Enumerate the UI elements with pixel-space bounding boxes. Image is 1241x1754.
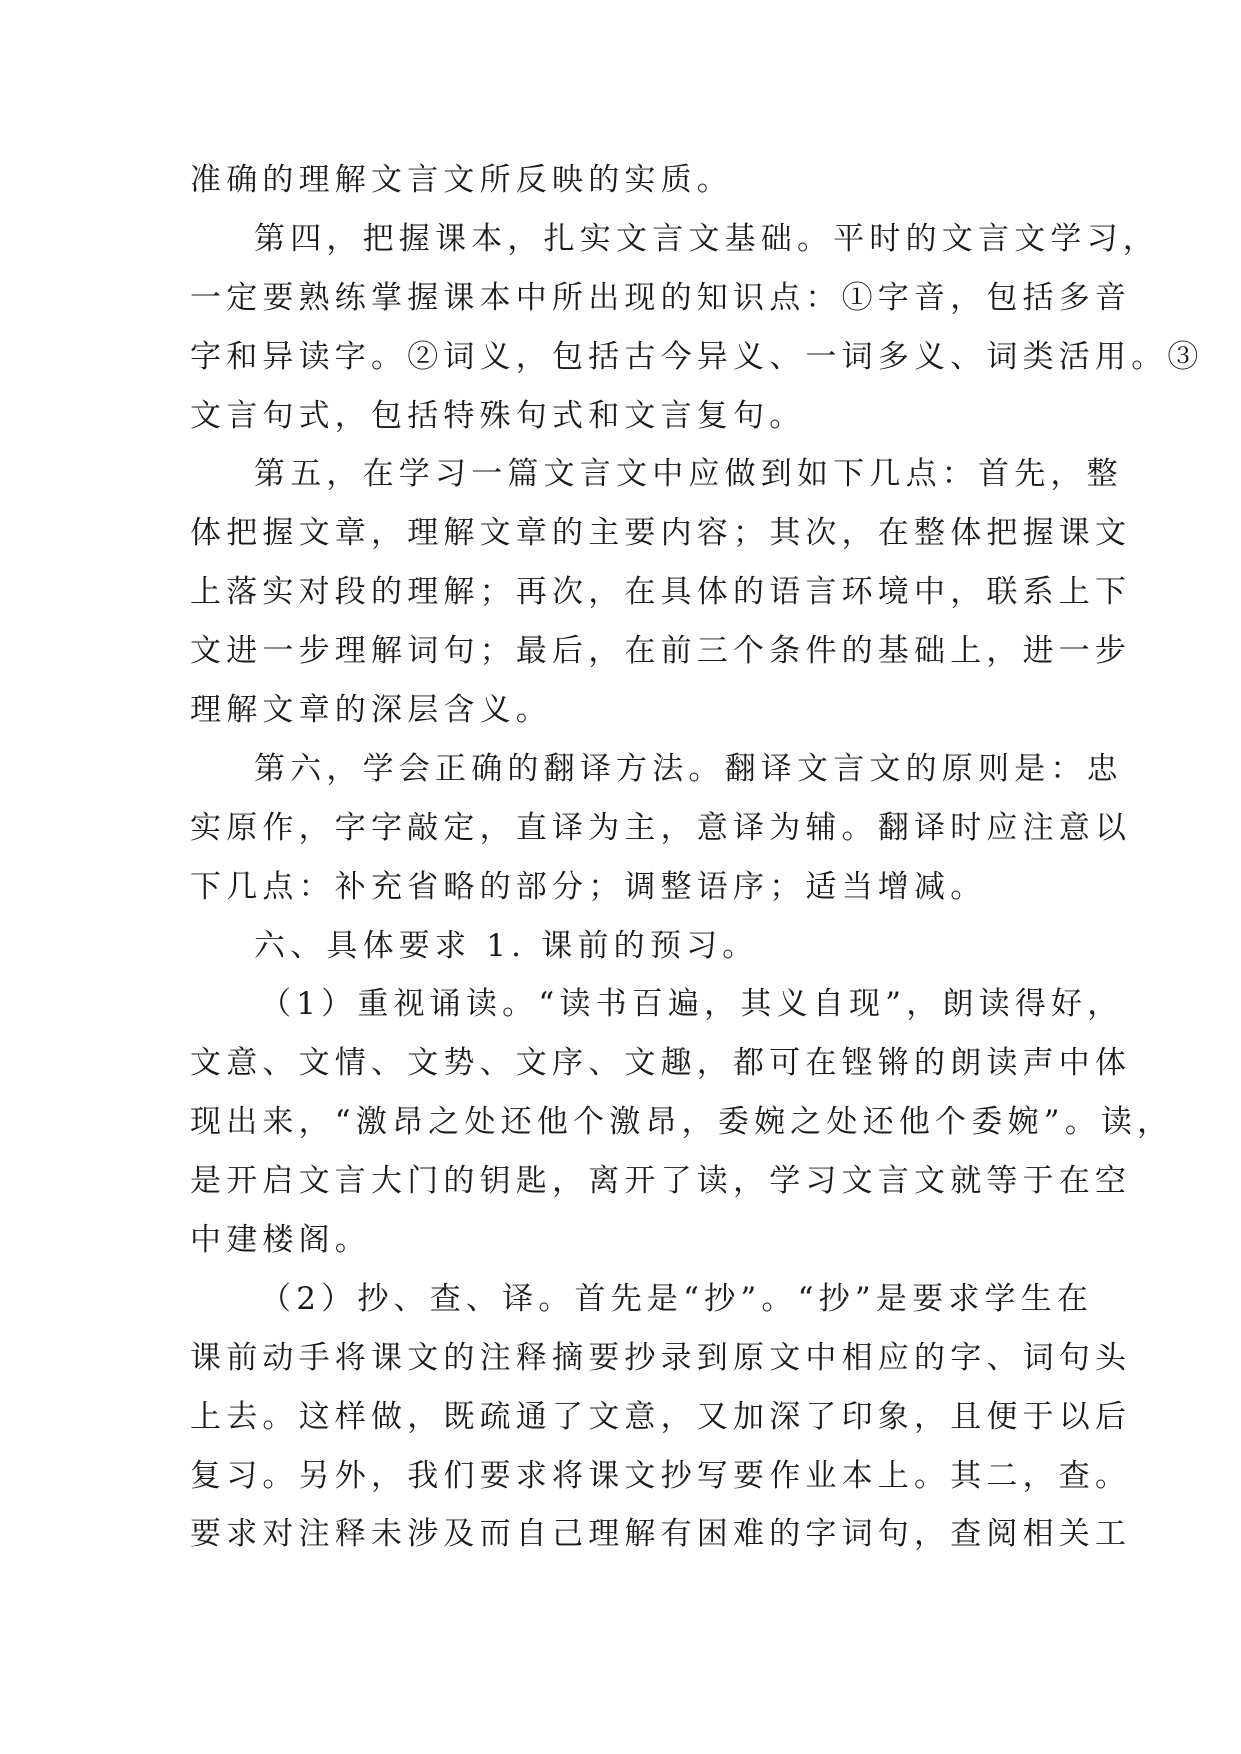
text-line: 文进一步理解词句；最后，在前三个条件的基础上，进一步 [190,633,1132,670]
text-line: 现出来，“激昂之处还他个激昂，委婉之处还他个委婉”。读， [190,1104,1174,1141]
section-heading: 六、具体要求 1. 课前的预习。 [254,927,759,964]
text-line: 实原作，字字敲定，直译为主，意译为辅。翻译时应注意以 [190,809,1132,846]
text-line: 是开启文言大门的钥匙，离开了读，学习文言文就等于在空 [190,1163,1132,1200]
text-line: 一定要熟练掌握课本中所出现的知识点：①字音，包括多音 [190,279,1132,316]
paragraph-first-line: 第五，在学习一篇文言文中应做到如下几点：首先，整 [254,456,1123,493]
text-line: 理解文章的深层含义。 [190,692,552,729]
text-line: 字和异读字。②词义，包括古今异义、一词多义、词类活用。③ [190,338,1204,375]
text-line: 课前动手将课文的注释摘要抄录到原文中相应的字、词句头 [190,1339,1132,1376]
text-line: 上落实对段的理解；再次，在具体的语言环境中，联系上下 [190,574,1132,611]
body-text [190,151,1204,1564]
paragraph-first-line: 第四，把握课本，扎实文言文基础。平时的文言文学习， [254,220,1159,257]
text-line: 文言句式，包括特殊句式和文言复句。 [190,397,806,434]
paragraph-first-line: （1）重视诵读。“读书百遍，其义自现”，朗读得好， [260,986,1124,1023]
paragraph-first-line: （2）抄、查、译。首先是“抄”。“抄”是要求学生在 [260,1280,1094,1317]
text-line: 上去。这样做，既疏通了文意，又加深了印象，且便于以后 [190,1398,1132,1435]
text-line: 准确的理解文言文所反映的实质。 [190,162,733,198]
text-line: 中建楼阁。 [190,1222,371,1259]
text-line: 复习。另外，我们要求将课文抄写要作业本上。其二，查。 [190,1457,1132,1494]
text-line: 体把握文章，理解文章的主要内容；其次，在整体把握课文 [190,515,1132,552]
paragraph-first-line: 第六，学会正确的翻译方法。翻译文言文的原则是：忠 [254,750,1123,787]
text-line: 下几点：补充省略的部分；调整语序；适当增减。 [190,868,987,905]
text-line: 文意、文情、文势、文序、文趣，都可在铿锵的朗读声中体 [190,1045,1132,1082]
text-line: 要求对注释未涉及而自己理解有困难的字词句，查阅相关工 [190,1516,1132,1553]
